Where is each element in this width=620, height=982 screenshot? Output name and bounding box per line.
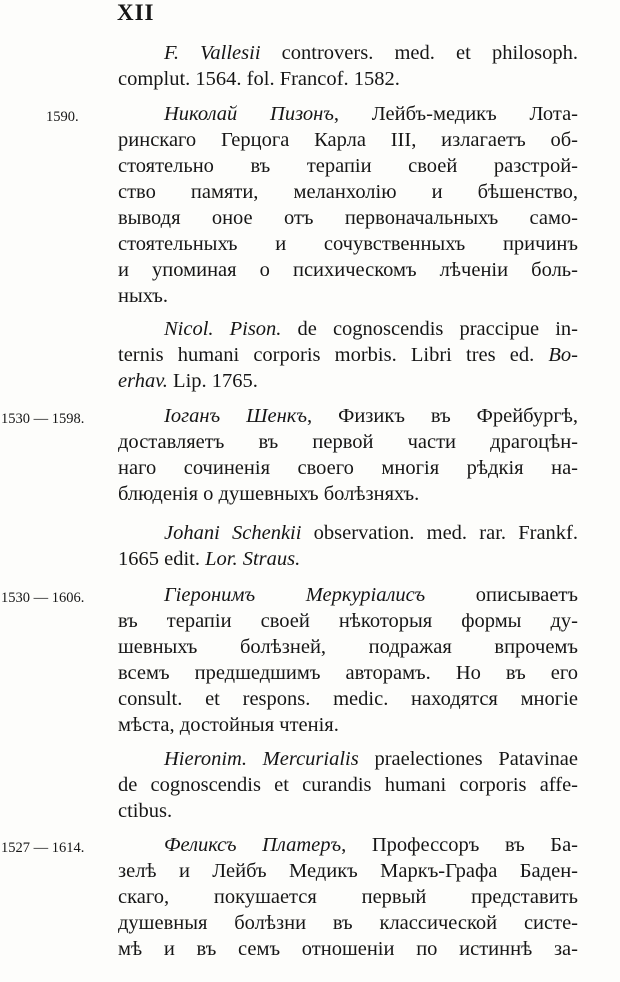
- russian-line: [118, 936, 578, 962]
- latin-text: de cognoscendis praccipue in-: [281, 318, 578, 340]
- russian-line: [118, 231, 578, 257]
- russian-text: , Профессоръ въ Ба-: [341, 834, 579, 856]
- russian-text: душевныя болѣзни въ классической систе-: [118, 912, 578, 934]
- latin-text: 1665 edit.: [118, 548, 206, 570]
- latin-author: F. Vallesii: [164, 42, 261, 64]
- russian-text: мѣ и въ семъ отношеніи по истиннѣ за-: [118, 938, 578, 960]
- latin-author: Johani Schenkii: [164, 522, 302, 544]
- latin-text: praelectiones Patavinae: [358, 748, 579, 770]
- russian-text: зелѣ и Лейбъ Медикъ Маркъ-Графа Баден-: [118, 860, 578, 882]
- russian-text: выводя оное отъ первоначальныхъ само-: [118, 207, 578, 229]
- latin-line: [164, 520, 578, 546]
- russian-text: consult. et respons. medic. находятся многіе: [118, 688, 578, 710]
- russian-text: въ терапіи своей нѣкоторыя формы ду-: [118, 610, 578, 632]
- person-name: Феликсъ Платеръ: [164, 834, 342, 856]
- russian-line: [118, 858, 578, 884]
- entry-date: 1530 — 1606.: [1, 590, 85, 606]
- latin-line: [164, 746, 578, 772]
- entry-date: 1527 — 1614.: [1, 840, 85, 856]
- latin-author: Hieronim. Mercurialis: [164, 748, 359, 770]
- russian-text: мѣста, достойныя чтенія.: [118, 714, 339, 736]
- russian-line: [118, 884, 578, 910]
- russian-text: доставляетъ въ первой части драгоцѣн-: [118, 431, 578, 453]
- latin-line: [164, 316, 578, 342]
- russian-line: [118, 660, 578, 686]
- latin-line: [118, 66, 578, 92]
- russian-text: ныхъ.: [118, 285, 168, 307]
- russian-text: ство памяти, меланхолію и бѣшенство,: [118, 181, 578, 203]
- latin-text: controvers. med. et philosoph.: [260, 42, 579, 64]
- russian-line: [164, 101, 578, 127]
- russian-line: [118, 127, 578, 153]
- russian-line: [118, 429, 578, 455]
- person-name: Гіеронимъ Меркуріалисъ: [164, 584, 426, 606]
- russian-line: [118, 481, 578, 507]
- russian-text: стоятельныхъ и сочувственныхъ причинъ: [118, 233, 578, 255]
- russian-line: [118, 257, 578, 283]
- latin-text: ctibus.: [118, 800, 173, 822]
- latin-line: [118, 798, 578, 824]
- russian-text: блюденія о душевныхъ болѣзняхъ.: [118, 483, 420, 505]
- russian-line: [118, 634, 578, 660]
- russian-text: описываетъ: [425, 584, 578, 606]
- russian-text: наго сочиненія своего многія рѣдкія на-: [118, 457, 578, 479]
- latin-line: [118, 368, 578, 394]
- latin-text: de cognoscendis et curandis humani corporis affe-: [118, 774, 578, 796]
- russian-text: ринскаго Герцога Карла III, излагаетъ об-: [118, 129, 578, 151]
- russian-line: [118, 686, 578, 712]
- russian-text: стоятельно въ терапіи своей разстрой-: [118, 155, 578, 177]
- entry-date: 1590.: [46, 109, 79, 125]
- russian-text: и упоминая о психическомъ лѣченіи боль-: [118, 259, 578, 281]
- russian-text: шевныхъ болѣзней, подражая впрочемъ: [118, 636, 578, 658]
- russian-text: скаго, покушается первый представить: [118, 886, 578, 908]
- russian-text: всемъ предшедшимъ авторамъ. Но въ его: [118, 662, 578, 684]
- russian-line: [118, 608, 578, 634]
- russian-line: [118, 910, 578, 936]
- latin-author: Lor. Straus.: [205, 548, 301, 570]
- latin-line: [164, 40, 578, 66]
- latin-author: Bo-: [548, 344, 578, 366]
- russian-text: , Лейбъ-медикъ Лота-: [333, 103, 579, 125]
- russian-line: [118, 712, 578, 738]
- latin-author: Nicol. Pison.: [164, 318, 282, 340]
- russian-line: [118, 153, 578, 179]
- page-number: XII: [117, 0, 155, 25]
- russian-line: [118, 205, 578, 231]
- person-name: Іоганъ Шенкъ: [164, 405, 308, 427]
- latin-line: [118, 772, 578, 798]
- russian-text: , Физикъ въ Фрейбургѣ,: [307, 405, 578, 427]
- russian-line: [118, 283, 578, 309]
- latin-text: Lip. 1765.: [167, 370, 258, 392]
- russian-line: [118, 179, 578, 205]
- latin-text: ternis humani corporis morbis. Libri tres ed.: [118, 344, 549, 366]
- russian-line: [118, 455, 578, 481]
- person-name: Николай Пизонъ: [164, 103, 334, 125]
- russian-line: [164, 403, 578, 429]
- entry-date: 1530 — 1598.: [1, 411, 85, 427]
- latin-line: [118, 342, 578, 368]
- russian-line: [164, 582, 578, 608]
- latin-text: complut. 1564. fol. Francof. 1582.: [118, 68, 400, 90]
- latin-text: observation. med. rar. Frankf.: [301, 522, 579, 544]
- latin-author: erhav.: [118, 370, 168, 392]
- russian-line: [164, 832, 578, 858]
- latin-line: [118, 546, 578, 572]
